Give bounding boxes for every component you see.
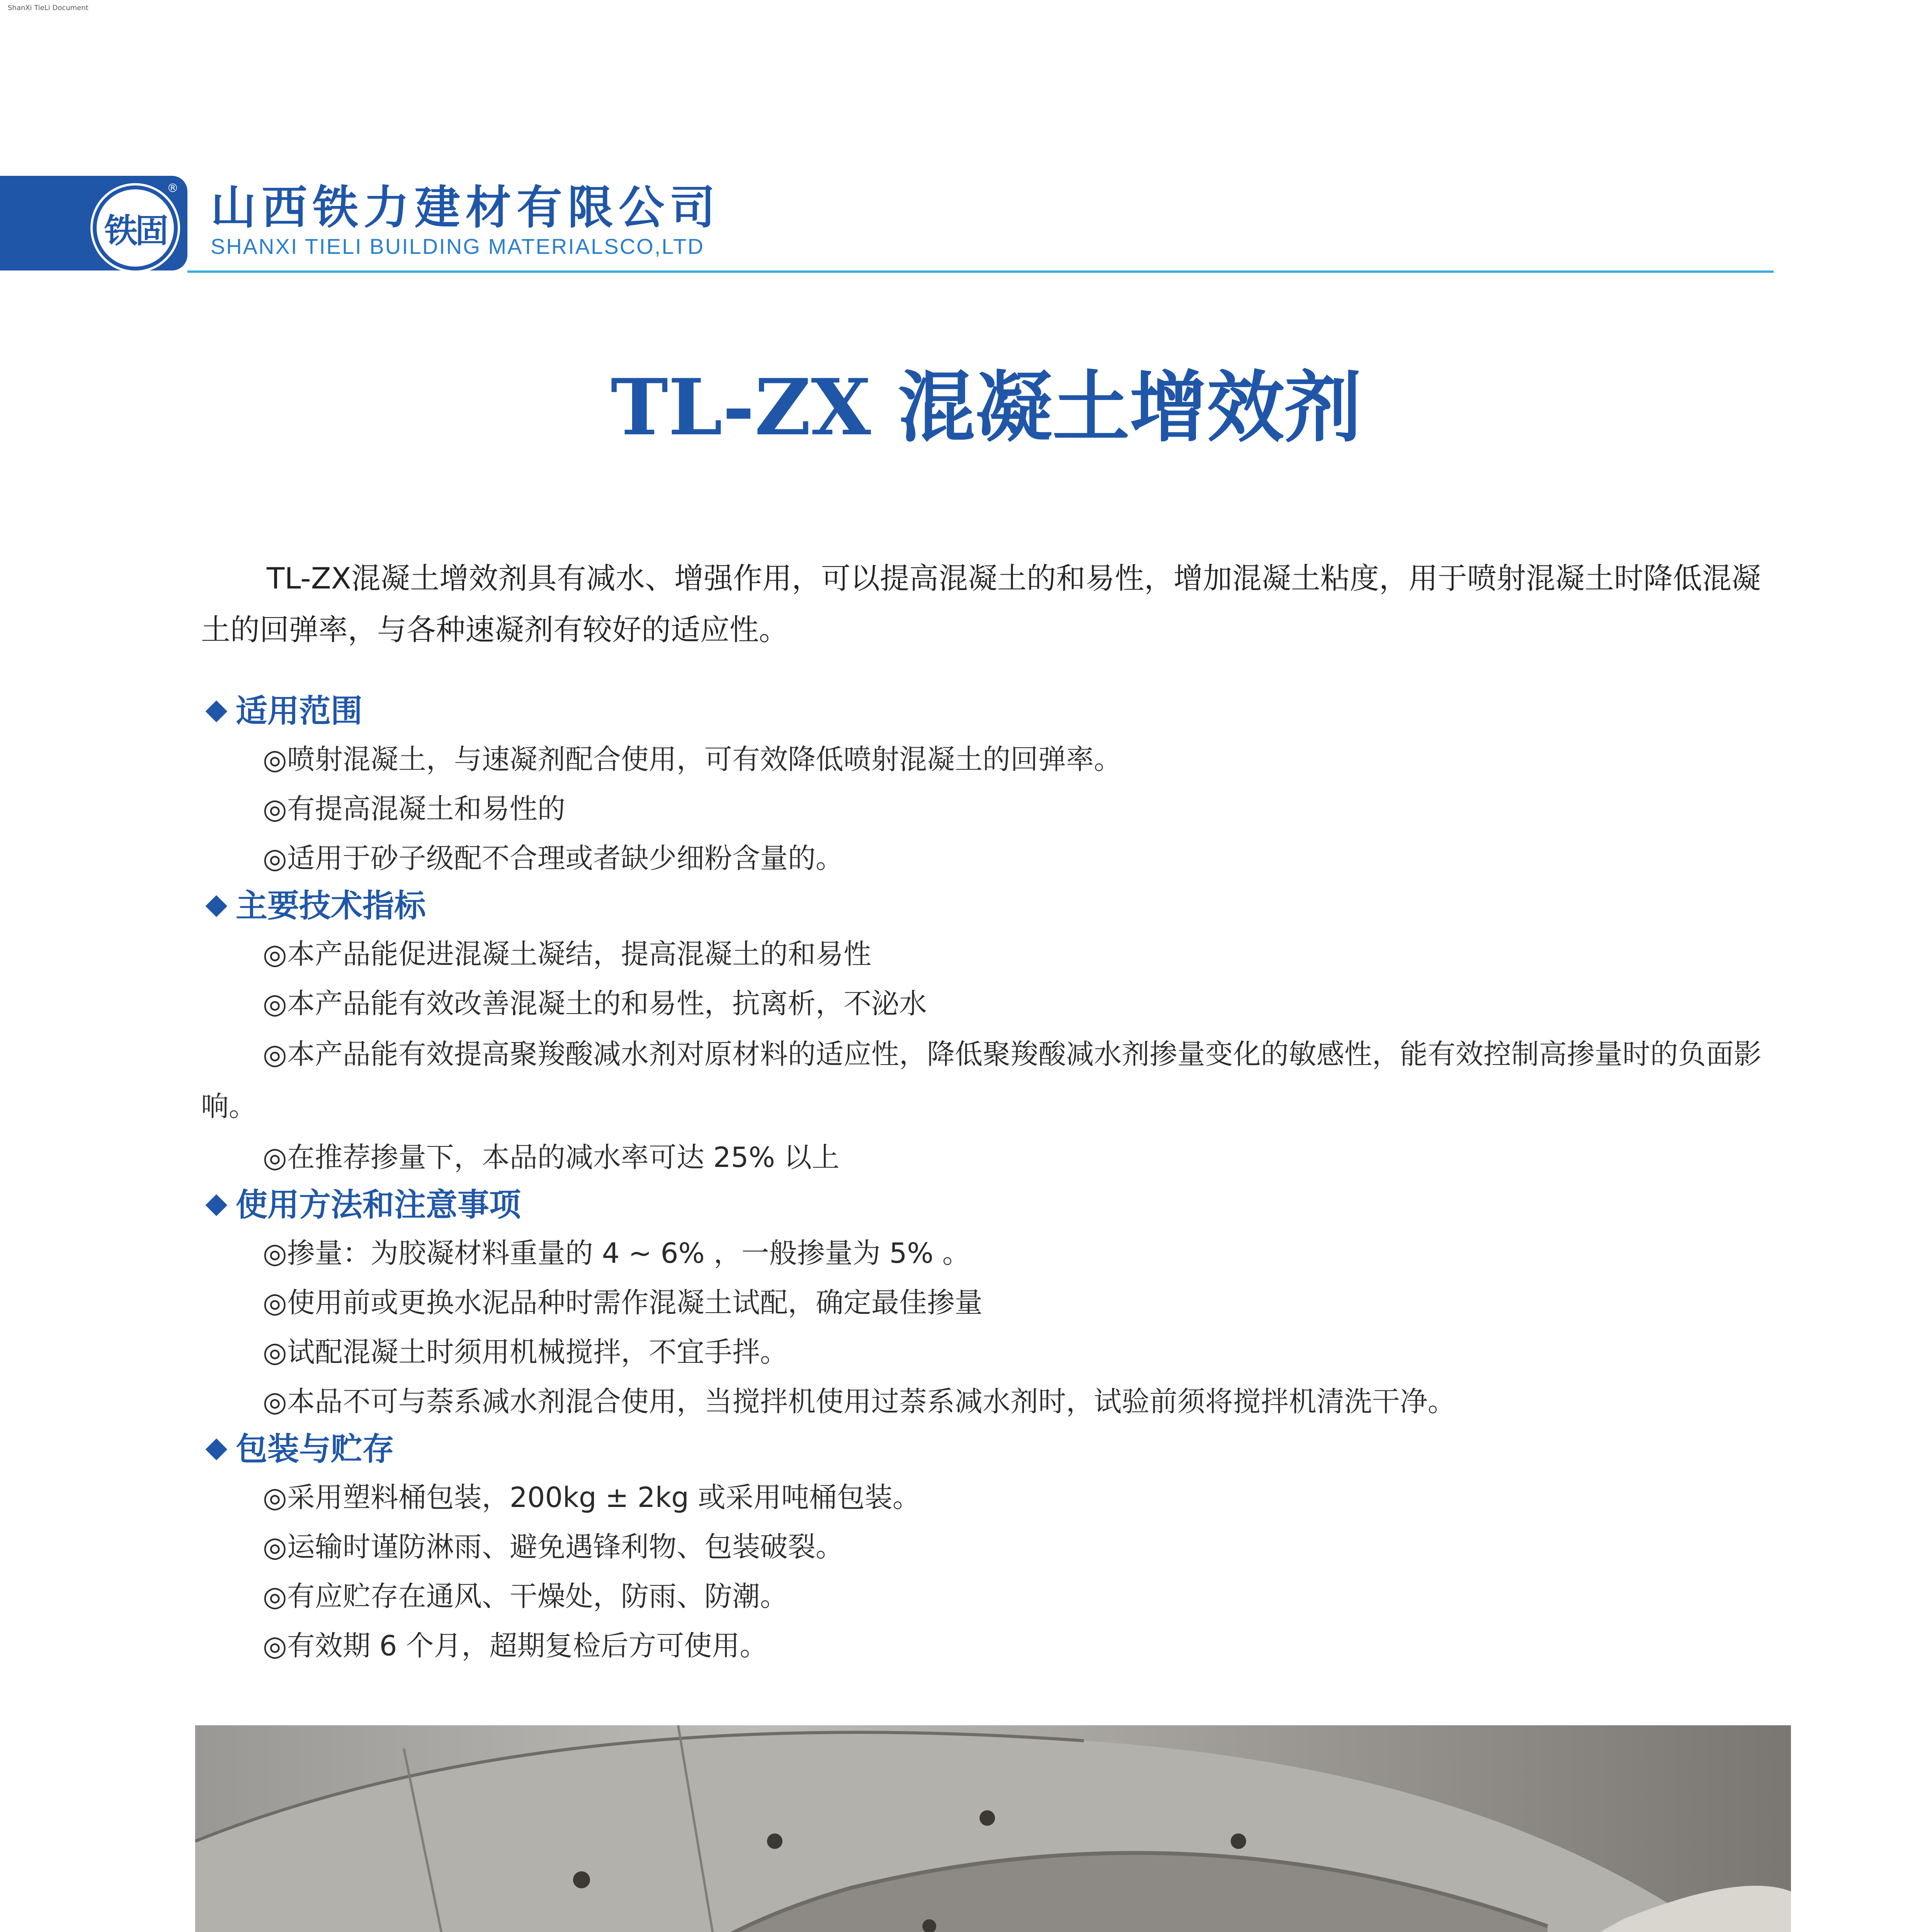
section-usage xyxy=(201,1182,1783,1426)
page-title: TL-ZX 混凝土增效剂 xyxy=(611,362,1362,453)
list-item: ◎有效期 6 个月，超期复检后方可使用。 xyxy=(263,1629,768,1662)
section-scope xyxy=(201,688,1783,883)
diamond-bullet-icon xyxy=(206,1439,228,1461)
list-item: ◎本产品能促进混凝土凝结，提高混凝土的和易性 xyxy=(263,938,871,970)
list-item: ◎使用前或更换水泥品种时需作混凝土试配，确定最佳掺量 xyxy=(263,1286,983,1319)
product-description xyxy=(201,553,1783,1670)
section-heading: 使用方法和注意事项 xyxy=(236,1187,521,1223)
company-name-en: SHANXI TIELI BUILDING MATERIALSCO,LTD xyxy=(211,234,704,259)
diamond-bullet-icon xyxy=(206,895,228,917)
top-corner-mark: ShanXi TieLi Document xyxy=(8,4,88,12)
list-item: ◎适用于砂子级配不合理或者缺少细粉含量的。 xyxy=(263,842,844,874)
company-name-cn: 山西铁力建材有限公司 xyxy=(211,180,721,234)
list-item: ◎采用塑料桶包装，200kg ± 2kg 或采用吨桶包装。 xyxy=(263,1481,920,1514)
tunnel-construction-photo xyxy=(195,1725,1791,1932)
section-packaging xyxy=(201,1426,1783,1670)
diamond-bullet-icon xyxy=(206,701,228,723)
registered-mark: ® xyxy=(167,182,179,195)
list-item: ◎本品不可与萘系减水剂混合使用，当搅拌机使用过萘系减水剂时，试验前须将搅拌机清洗干净。 xyxy=(263,1385,1456,1418)
list-item: ◎有提高混凝土和易性的 xyxy=(263,793,565,825)
list-item: ◎掺量：为胶凝材料重量的 4 ~ 6% ，一般掺量为 5% 。 xyxy=(263,1237,970,1269)
header-divider xyxy=(187,270,1774,273)
list-item: ◎有应贮存在通风、干燥处，防雨、防潮。 xyxy=(263,1580,788,1612)
section-specs xyxy=(201,883,1783,1182)
diamond-bullet-icon xyxy=(206,1194,228,1216)
list-item: ◎试配混凝土时须用机械搅拌，不宜手拌。 xyxy=(263,1336,788,1368)
list-item: ◎在推荐掺量下，本品的减水率可达 25% 以上 xyxy=(263,1141,840,1173)
list-item: ◎运输时谨防淋雨、避免遇锋利物、包装破裂。 xyxy=(263,1531,844,1563)
company-logo: 铁固 xyxy=(93,185,178,270)
section-heading: 主要技术指标 xyxy=(236,888,426,924)
intro-paragraph: TL-ZX混凝土增效剂具有减水、增强作用，可以提高混凝土的和易性，增加混凝土粘度，用于喷射混凝土时降低混凝土的回弹率，与各种速凝剂有较好的适应性。 xyxy=(201,561,1761,647)
section-heading: 包装与贮存 xyxy=(236,1431,395,1468)
list-item: ◎本产品能有效改善混凝土的和易性，抗离析，不泌水 xyxy=(263,987,927,1020)
section-heading: 适用范围 xyxy=(236,693,363,730)
list-item: ◎本产品能有效提高聚羧酸减水剂对原材料的适应性，降低聚羧酸减水剂掺量变化的敏感性，能有效控制高掺量时的负面影响。 xyxy=(201,1038,1762,1122)
list-item: ◎喷射混凝土，与速凝剂配合使用，可有效降低喷射混凝土的回弹率。 xyxy=(263,743,1122,776)
tunnel-photo-illustration xyxy=(195,1725,1791,1932)
